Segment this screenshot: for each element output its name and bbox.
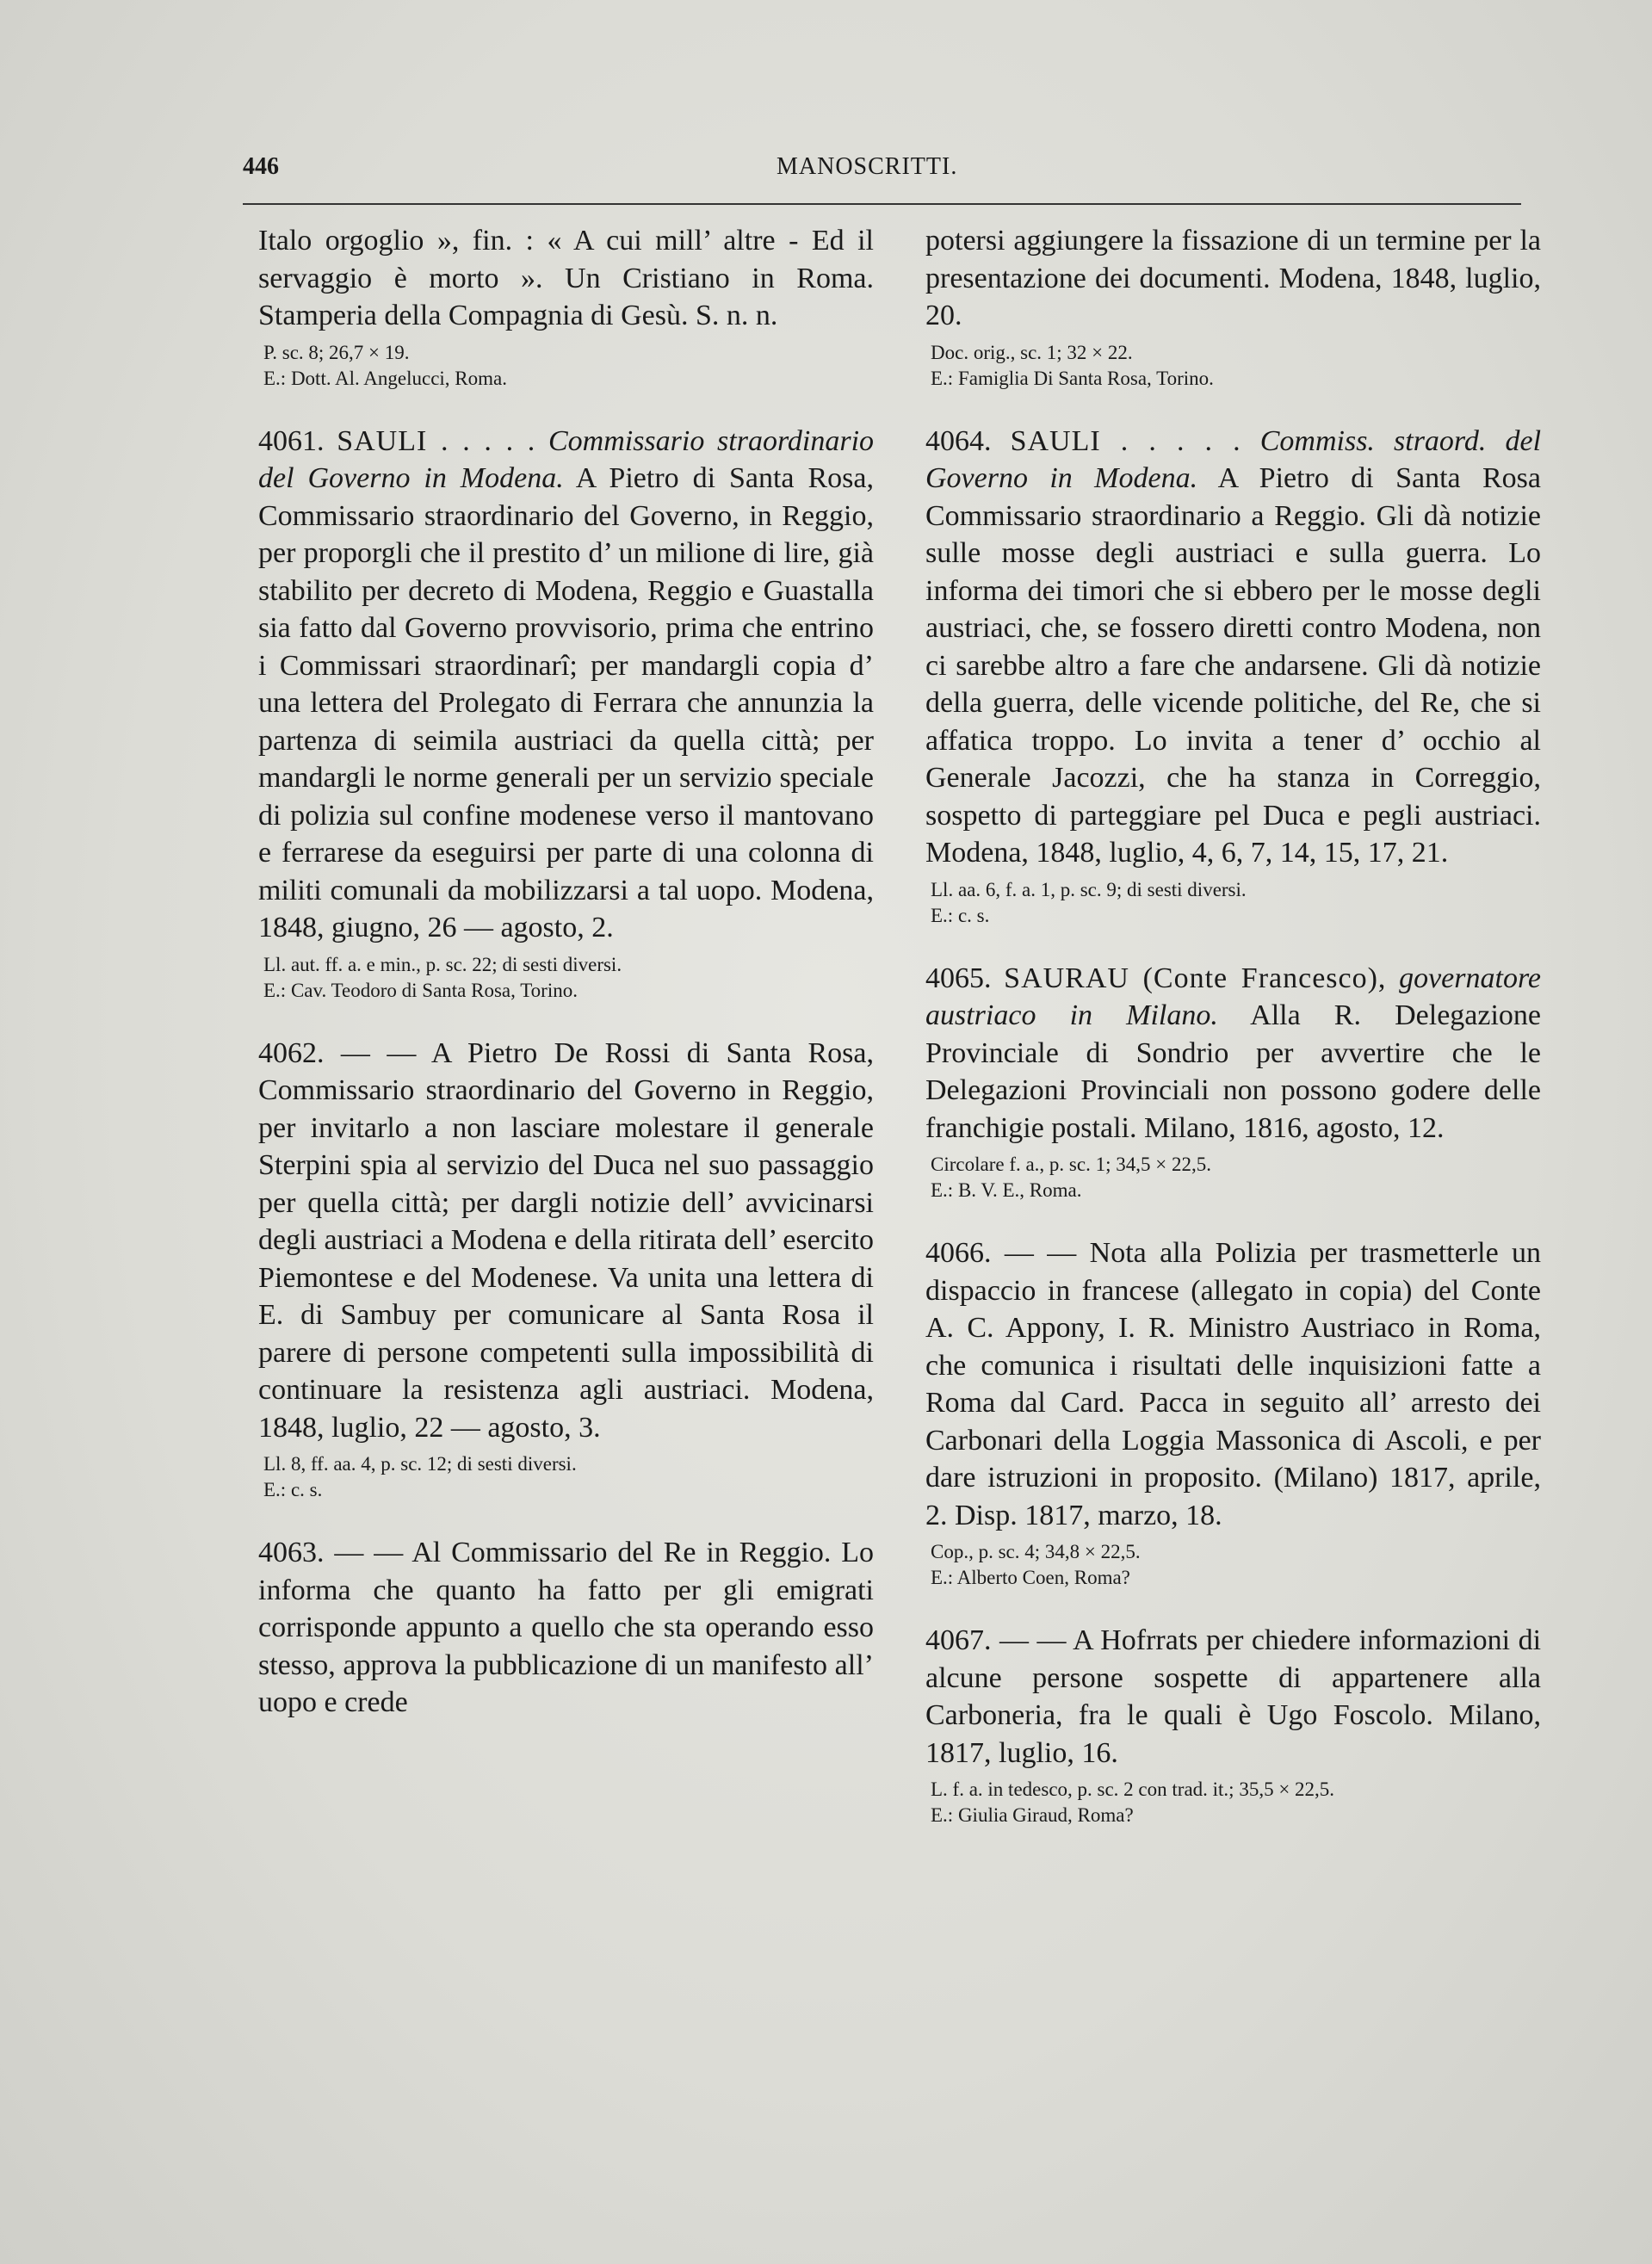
entry-text: A Pietro di Santa Rosa, Commissario straordinario del Governo, in Reggio, per proporgli che il prestito d’ un milione di lire, già stabilito per decreto di Modena, Reggio e Guastalla sia fatto dal Governo provvisorio, prima che entrino i Commissari straordinarî; per mandargli copia d’ una lettera del Prolegato di Ferrara che annunzia la partenza di seimila austriaci da quella città; per mandargli le norme generali per un servizio speciale di polizia sul confine modenese verso il mantovano e ferrarese da eseguirsi per parte di una colonna di militi comunali da mobilizzarsi a tal uopo. Modena, 1848, giugno, 26 — agosto, 2. [258, 462, 874, 943]
entry-meta-physical: Ll. aa. 6, f. a. 1, p. sc. 9; di sesti diversi. [931, 878, 1247, 900]
entry-meta-owner: E.: c. s. [263, 1479, 323, 1500]
entry-dash: — — [1004, 1237, 1077, 1269]
entry-meta-owner: E.: c. s. [931, 904, 990, 926]
entry-meta [931, 1777, 1541, 1828]
entry-meta-physical: Doc. orig., sc. 1; 32 × 22. [931, 341, 1133, 363]
entry-meta-physical: P. sc. 8; 26,7 × 19. [263, 341, 410, 363]
entry-4066 [925, 1234, 1541, 1591]
entry-meta-physical: Ll. 8, ff. aa. 4, p. sc. 12; di sesti diversi. [263, 1453, 577, 1475]
entry-role: Commissario straordinario del Governo in Modena. [258, 424, 875, 494]
entry-number: 4063. [258, 1537, 325, 1568]
entry-meta-owner: E.: Cav. Teodoro di Santa Rosa, Torino. [263, 979, 578, 1001]
entry-text: A Pietro De Rossi di Santa Rosa, Commissario straordinario del Governo in Reggio, per invitarlo a non lasciare molestare il generale Sterpini spia al servizio del Duca nel suo passaggio per quella città; per dargli notizie dell’ avvicinarsi degli austriaci a Modena e della ritirata dell’ esercito Piemontese e del Modenese. Va unita una lettera di E. di Sambuy per comunicare al Santa Rosa il parere di persone competenti sulla impossibilità di continuare la resistenza agli austriaci. Modena, 1848, luglio, 22 — agosto, 3. [258, 1036, 875, 1444]
entry-number: 4066. [925, 1237, 992, 1269]
entry-meta-physical: L. f. a. in tedesco, p. sc. 2 con trad. it.; 35,5 × 22,5. [931, 1778, 1335, 1800]
right-column [925, 222, 1541, 1828]
page-header [243, 153, 1517, 188]
entry-dash: — — [334, 1537, 404, 1568]
left-column [258, 222, 874, 1722]
entry-meta [931, 877, 1541, 929]
entry-number: 4065. [925, 962, 992, 994]
entry-4064 [925, 423, 1541, 929]
running-title: MANOSCRITTI. [777, 153, 958, 180]
entry-continuation-left [258, 222, 874, 392]
entry-text: A Pietro di Santa Rosa Commissario straordinario a Reggio. Gli dà notizie sulle mosse degli austriaci e sulla guerra. Lo informa dei timori che si ebbero per le mosse degli austriaci, che, se fossero diretti contro Modena, non ci sarebbe altro a fare che andarsene. Gli dà notizie della guerra, delle vicende politiche, del Re, che si affatica troppo. Lo invita a tener d’ occhio al Generale Jacozzi, che ha stanza in Correggio, sospetto di parteggiare pel Duca e pegli austriaci. Modena, 1848, luglio, 4, 6, 7, 14, 15, 17, 21. [925, 462, 1542, 869]
entry-author: SAULI . . . . . [1010, 424, 1241, 457]
entry-number: 4067. [925, 1624, 992, 1656]
header-rule [243, 203, 1521, 205]
entry-number: 4062. [258, 1036, 325, 1069]
entry-4067 [925, 1622, 1541, 1828]
entry-4061 [258, 423, 874, 1004]
entry-role: Commiss. straord. del Governo in Modena. [925, 424, 1542, 494]
entry-meta-owner: E.: Giulia Giraud, Roma? [931, 1804, 1134, 1826]
entry-meta-physical: Cop., p. sc. 4; 34,8 × 22,5. [931, 1541, 1141, 1562]
entry-text: A Hofrrats per chiedere informazioni di alcune persone sospette di appartenere alla Carboneria, fra le quali è Ugo Foscolo. Milano, 1817, luglio, 16. [925, 1624, 1542, 1769]
entry-role: governatore austriaco in Milano. [925, 962, 1542, 1031]
entry-dash: — — [340, 1036, 417, 1069]
entry-text: potersi aggiungere la fissazione di un termine per la presentazione dei documenti. Modena, 1848, luglio, 20. [925, 225, 1541, 331]
entry-meta [931, 1539, 1541, 1591]
entry-meta-physical: Ll. aut. ff. a. e min., p. sc. 22; di sesti diversi. [263, 953, 622, 975]
entry-text: Alla R. Delegazione Provinciale di Sondrio per avvertire che le Delegazioni Provinciali non possono godere delle franchigie postali. Milano, 1816, agosto, 12. [925, 999, 1542, 1144]
page-number: 446 [243, 153, 279, 180]
entry-meta [931, 340, 1541, 392]
entry-continuation-right [925, 222, 1541, 392]
entry-meta [263, 340, 874, 392]
entry-text: Nota alla Polizia per trasmetterle un dispaccio in francese (allegato in copia) del Conte A. C. Appony, I. R. Ministro Austriaco in Roma, che comunica i risultati delle inquisizioni fatte a Roma dal Card. Pacca in seguito all’ arresto dei Carbonari della Loggia Massonica di Ascoli, e per dare istruzioni in proposito. (Milano) 1817, aprile, 2. Disp. 1817, marzo, 18. [925, 1237, 1542, 1531]
entry-text: Italo orgoglio », fin. : « A cui mill’ altre - Ed il servaggio è morto ». Un Cristiano in Roma. Stamperia della Compagnia di Gesù. S. n. n. [258, 225, 874, 331]
entry-meta-owner: E.: B. V. E., Roma. [931, 1179, 1082, 1201]
entry-meta-owner: E.: Dott. Al. Angelucci, Roma. [263, 367, 507, 389]
entry-author: SAURAU (Conte Francesco), [1004, 962, 1387, 994]
entry-meta [931, 1152, 1541, 1203]
entry-text: Al Commissario del Re in Reggio. Lo informa che quanto ha fatto per gli emigrati corrisponde appunto a quello che sta operando esso stesso, approva la pubblicazione di un manifesto all’ uopo e crede [258, 1537, 875, 1718]
entry-number: 4061. [258, 424, 325, 457]
entry-meta-owner: E.: Famiglia Di Santa Rosa, Torino. [931, 367, 1214, 389]
entry-meta [263, 952, 874, 1004]
entry-dash: — — [999, 1624, 1067, 1656]
entry-meta [263, 1451, 874, 1503]
entry-number: 4064. [925, 424, 992, 457]
entry-4065 [925, 960, 1541, 1204]
entry-meta-physical: Circolare f. a., p. sc. 1; 34,5 × 22,5. [931, 1154, 1211, 1175]
entry-meta-owner: E.: Alberto Coen, Roma? [931, 1567, 1130, 1588]
entry-author: SAULI . . . . . [337, 424, 536, 457]
entry-4062 [258, 1035, 874, 1504]
entry-4063 [258, 1534, 874, 1722]
